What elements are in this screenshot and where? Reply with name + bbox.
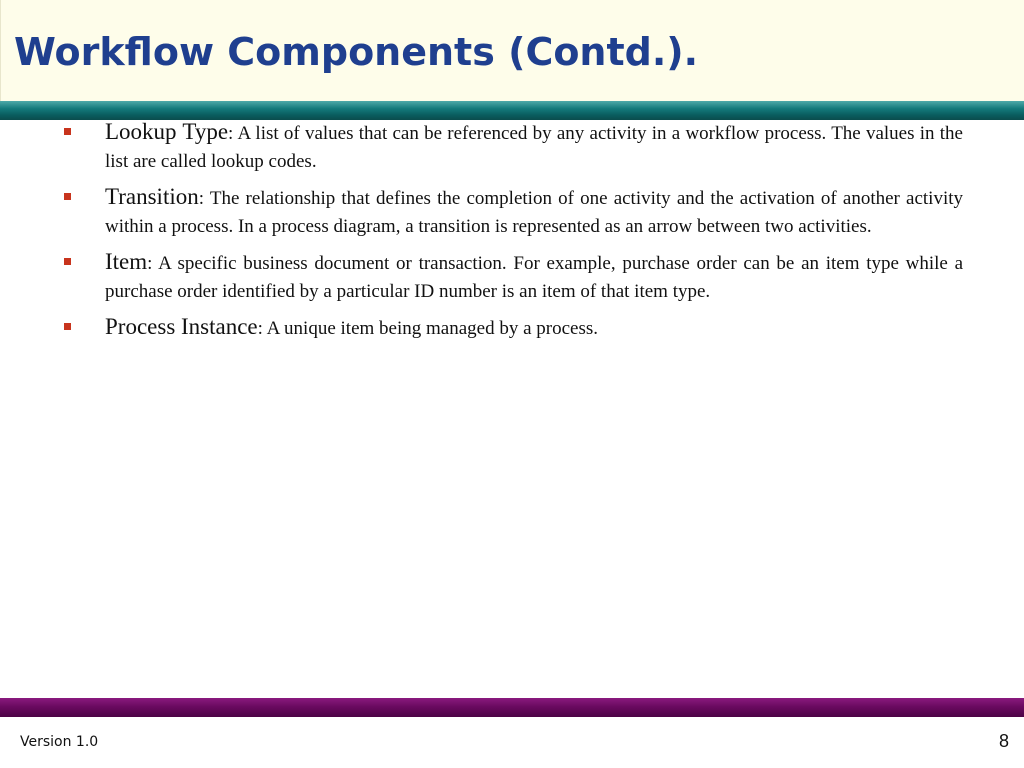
- bullet-description: : The relationship that defines the completion of one activity and the activation of another activity within a process. In a process diagram, a transition is represented as an arrow between two activities.: [105, 188, 963, 237]
- bullet-item-process-instance: [60, 313, 963, 343]
- slide-content: [60, 118, 963, 350]
- square-bullet-icon: [64, 128, 71, 135]
- bullet-description: : A list of values that can be referenced by any activity in a workflow process. The values in the list are called lookup codes.: [105, 123, 963, 172]
- bullet-description: : A specific business document or transaction. For example, purchase order can be an item type while a purchase order identified by a particular ID number is an item of that item type.: [105, 253, 963, 302]
- square-bullet-icon: [64, 193, 71, 200]
- page-number: 8: [998, 731, 1009, 751]
- bullet-term: Transition: [105, 184, 199, 209]
- square-bullet-icon: [64, 323, 71, 330]
- bullet-item-transition: [60, 183, 963, 241]
- square-bullet-icon: [64, 258, 71, 265]
- bullet-description: : A unique item being managed by a process.: [257, 318, 598, 339]
- version-label: Version 1.0: [20, 734, 99, 750]
- bullet-term: Item: [105, 249, 148, 274]
- bullet-item-lookup-type: [60, 118, 963, 176]
- bullet-list: [60, 118, 963, 343]
- slide-title: Workflow Components (Contd.).: [14, 30, 699, 74]
- bullet-item-item: [60, 248, 963, 306]
- title-area: [0, 0, 1024, 101]
- bottom-divider-band: [0, 698, 1024, 717]
- bullet-term: Lookup Type: [105, 119, 229, 144]
- bullet-term: Process Instance: [105, 314, 258, 339]
